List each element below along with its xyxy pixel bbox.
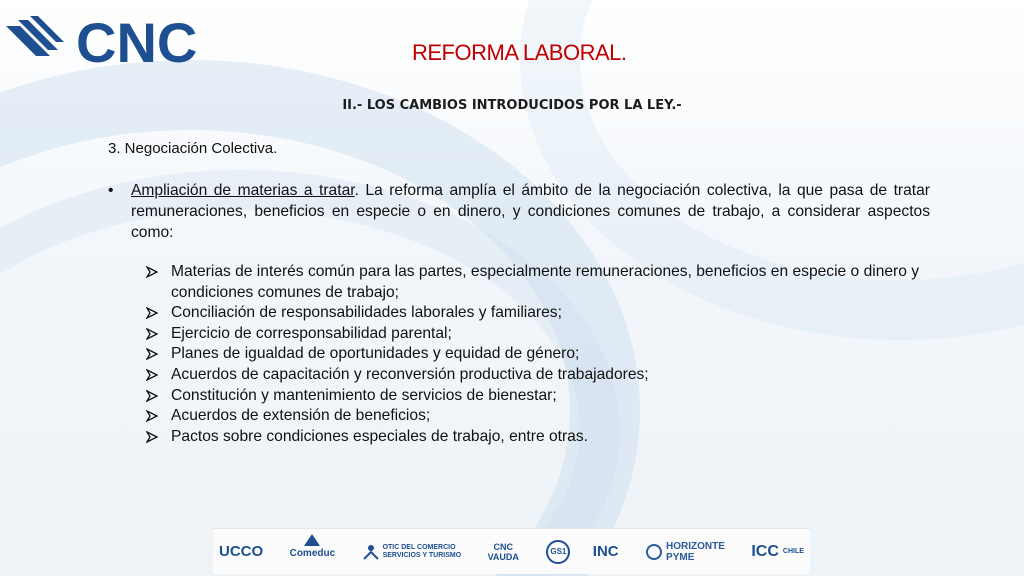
comeduc-logo xyxy=(290,532,336,572)
gs1-logo-text: GS1 xyxy=(550,547,567,556)
comeduc-logo-text: Comeduc xyxy=(289,547,336,559)
list-item xyxy=(146,324,931,345)
icc-logo-subtext: CHILE xyxy=(782,548,804,555)
horizonte-mark-icon xyxy=(645,543,663,561)
ucco-logo xyxy=(219,532,263,572)
topics-list xyxy=(146,262,931,447)
bullet-marker: • xyxy=(108,182,114,199)
otic-logo-text: SERVICIOS Y TURISMO xyxy=(382,551,462,559)
list-item xyxy=(146,344,931,365)
list-item xyxy=(146,262,931,303)
icc-chile-logo xyxy=(751,532,804,572)
arrow-bullet-icon xyxy=(146,262,160,282)
otic-logo xyxy=(362,532,462,572)
otic-logo-text: OTIC DEL COMERCIO xyxy=(382,543,456,551)
otic-mark-icon xyxy=(362,543,380,561)
list-item-text: Pactos sobre condiciones especiales de trabajo, entre otras. xyxy=(171,427,588,445)
arrow-bullet-icon xyxy=(146,386,160,406)
arrow-bullet-icon xyxy=(146,365,160,385)
horizonte-pyme-logo xyxy=(645,532,725,572)
list-item xyxy=(146,386,931,407)
horizonte-text: PYME xyxy=(666,551,695,563)
section-heading: 3. Negociación Colectiva. xyxy=(108,140,278,157)
page-title: REFORMA LABORAL. xyxy=(412,40,627,65)
bullet-paragraph xyxy=(108,180,930,243)
svg-text:CNC: CNC xyxy=(76,12,198,70)
list-item xyxy=(146,406,931,427)
arrow-bullet-icon xyxy=(146,324,160,344)
list-item xyxy=(146,303,931,324)
inc-logo xyxy=(593,532,619,572)
arrow-bullet-icon xyxy=(146,344,160,364)
list-item-text: Conciliación de responsabilidades laborales y familiares; xyxy=(171,304,562,322)
list-item-text: Materias de interés común para las partes, especialmente remuneraciones, beneficios en especie o dinero y condiciones comunes de trabajo; xyxy=(171,263,920,301)
bullet-text xyxy=(131,180,930,243)
arrow-bullet-icon xyxy=(146,303,160,323)
cnc-vauda-text: VAUDA xyxy=(487,551,519,562)
list-item-text: Acuerdos de extensión de beneficios; xyxy=(171,407,431,425)
gs1-logo xyxy=(545,532,566,572)
arrow-bullet-icon xyxy=(146,406,160,426)
list-item-text: Planes de igualdad de oportunidades y equidad de género; xyxy=(171,345,580,363)
list-item xyxy=(146,365,931,386)
partner-logos-bar xyxy=(213,528,810,574)
horizonte-text: HORIZONTE xyxy=(666,540,725,552)
inc-logo-text: INC xyxy=(592,543,619,560)
cnc-vauda-logo xyxy=(488,532,519,572)
bullet-rest: . La reforma amplía el ámbito de la negociación colectiva, la que pasa de tratar remuneraciones, beneficios en especie o en dinero, y condiciones comunes de trabajo, a considerar aspectos como: xyxy=(131,182,930,241)
section-subtitle: II.- LOS CAMBIOS INTRODUCIDOS POR LA LEY.- xyxy=(342,98,682,113)
list-item-text: Ejercicio de corresponsabilidad parental; xyxy=(171,324,452,342)
ucco-logo-text: UCCO xyxy=(219,543,264,560)
comeduc-mark-icon xyxy=(302,532,322,548)
list-item-text: Constitución y mantenimiento de servicios de bienestar; xyxy=(171,386,557,404)
list-item xyxy=(146,427,931,448)
list-item-text: Acuerdos de capacitación y reconversión productiva de trabajadores; xyxy=(171,365,649,383)
bullet-underlined-phrase: Ampliación de materias a tratar xyxy=(131,182,355,199)
arrow-bullet-icon xyxy=(146,427,160,447)
cnc-logo xyxy=(6,12,246,70)
cnc-vauda-text: CNC xyxy=(493,541,513,552)
icc-logo-text: ICC xyxy=(751,542,779,560)
